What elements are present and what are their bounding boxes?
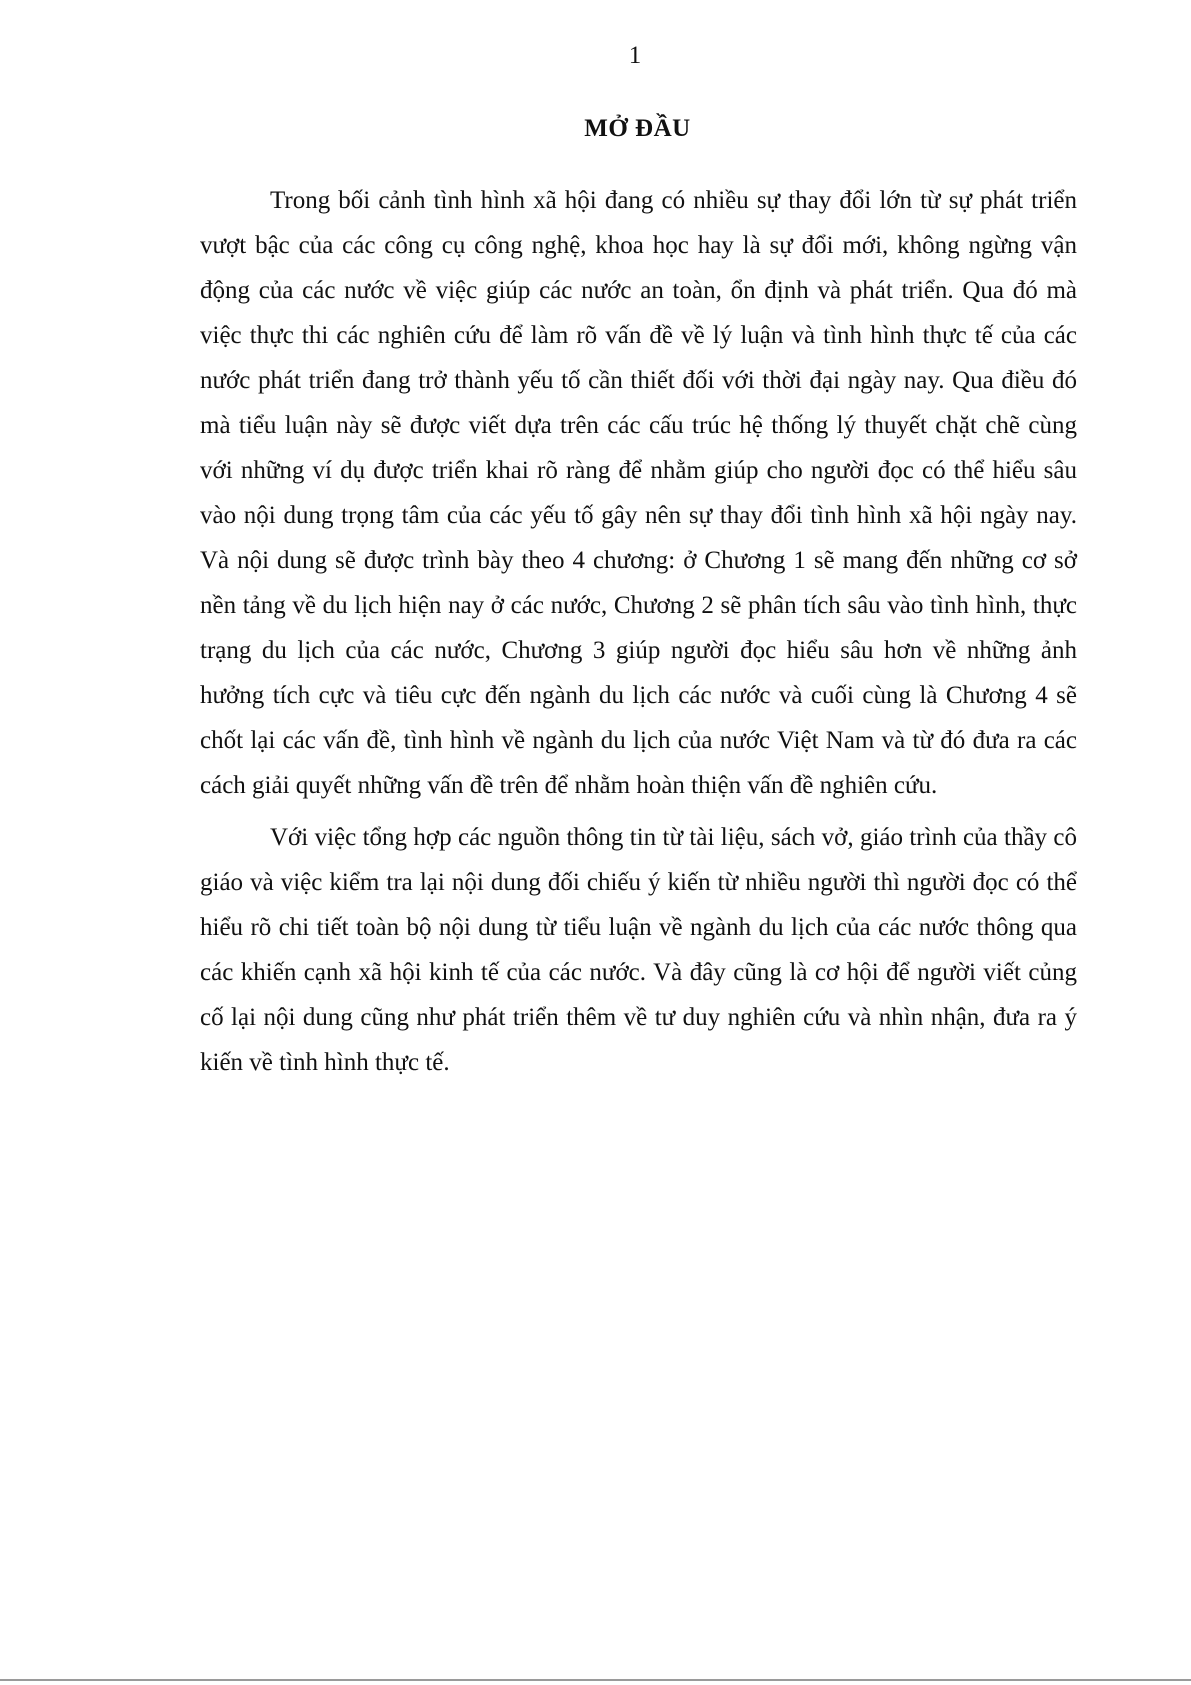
page-title: MỞ ĐẦU — [584, 115, 691, 142]
page-bottom-divider — [0, 1679, 1191, 1681]
sources-paragraph: Với việc tổng hợp các nguồn thông tin từ tài liệu, sách vở, giáo trình của thầy cô giáo và việc kiểm tra lại nội dung đối chiếu ý kiến từ nhiều người thì người đọc có thể hiểu rõ chi tiết toàn bộ nội dung từ tiểu luận về ngành du lịch của các nước thông qua các khiến cạnh xã hội kinh tế của các nước. Và đây cũng là cơ hội để người viết củng cố lại nội dung cũng như phát triển thêm về tư duy nghiên cứu và nhìn nhận, đưa ra ý kiến về tình hình thực tế. — [200, 824, 1077, 1076]
intro-paragraph: Trong bối cảnh tình hình xã hội đang có nhiều sự thay đổi lớn từ sự phát triển vượt bậc của các công cụ công nghệ, khoa học hay là sự đổi mới, không ngừng vận động của các nước về việc giúp các nước an toàn, ổn định và phát triển. Qua đó mà việc thực thi các nghiên cứu để làm rõ vấn đề về lý luận và tình hình thực tế của các nước phát triển đang trở thành yếu tố cần thiết đối với thời đại ngày nay. Qua điều đó mà tiểu luận này sẽ được viết dựa trên các cấu trúc hệ thống lý thuyết chặt chẽ cùng với những ví dụ được triển khai rõ ràng để nhằm giúp cho người đọc có thể hiểu sâu vào nội dung trọng tâm của các yếu tố gây nên sự thay đổi tình hình xã hội ngày nay. Và nội dung sẽ được trình bày theo 4 chương: ở Chương 1 sẽ mang đến những cơ sở nền tảng về du lịch hiện nay ở các nước, Chương 2 sẽ phân tích sâu vào tình hình, thực trạng du lịch của các nước, Chương 3 giúp người đọc hiểu sâu hơn về những ảnh hưởng tích cực và tiêu cực đến ngành du lịch các nước và cuối cùng là Chương 4 sẽ chốt lại các vấn đề, tình hình về ngành du lịch của nước Việt Nam và từ đó đưa ra các cách giải quyết những vấn đề trên để nhằm hoàn thiện vấn đề nghiên cứu. — [200, 187, 1077, 799]
document-body — [200, 178, 1077, 1085]
page-number: 1 — [628, 42, 642, 69]
